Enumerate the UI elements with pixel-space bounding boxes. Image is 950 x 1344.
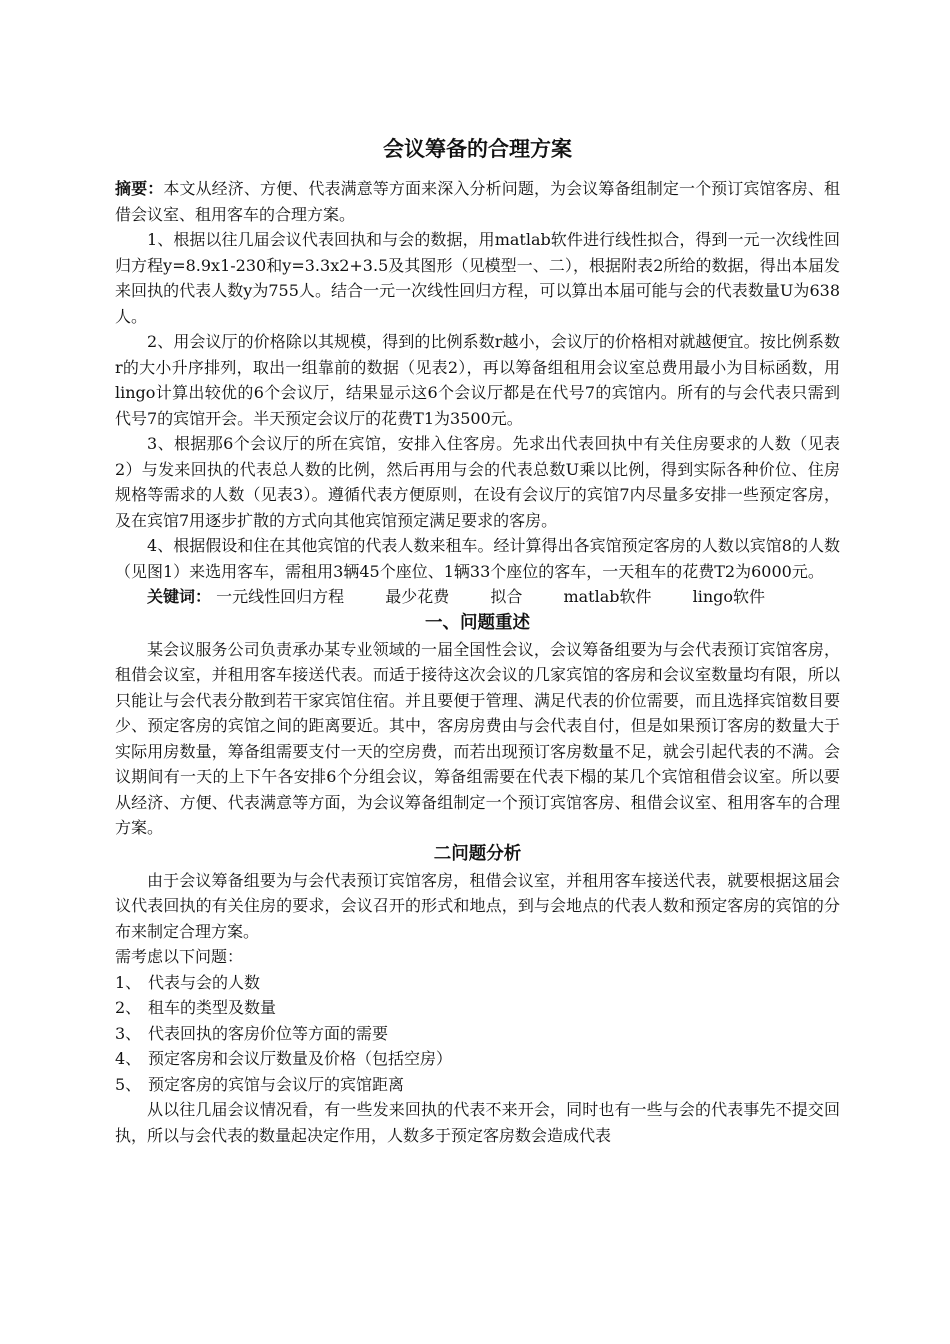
list-item-number: 2、 xyxy=(115,998,142,1017)
keyword-item: 一元线性回归方程 xyxy=(216,587,345,606)
list-item-text: 代表回执的客房价位等方面的需要 xyxy=(148,1023,389,1043)
section-heading-2: 二问题分析 xyxy=(433,843,522,864)
keyword-item: lingo软件 xyxy=(692,587,765,606)
list-intro: 需考虑以下问题： xyxy=(115,947,244,966)
section1-paragraph: 某会议服务公司负责承办某专业领域的一届全国性会议，会议筹备组要为与会代表预订宾馆客房，租借会议室，并租用客车接送代表。而适于接待这次会议的几家宾馆的客房和会议室数量均有限，所以只能让与会代表分散到若干家宾馆住宿。并且要便于管理、满足代表的价位需要，而且选择宾馆数目要少、预定客房的宾馆之间的距离要近。其中，客房房费由与会代表自付，但是如果预订客房的数量大于实际用房数量，筹备组需要支付一天的空房费，而若出现预订客房数量不足，就会引起代表的不满。会议期间有一天的上下午各安排6个分组会议，筹备组需要在代表下榻的某几个宾馆租借会议室。所以要从经济、方便、代表满意等方面，为会议筹备组制定一个预订宾馆客房、租借会议室、租用客车的合理方案。 xyxy=(115,639,840,837)
list-item-text: 代表与会的人数 xyxy=(148,972,261,992)
list-item xyxy=(115,995,840,1021)
abstract-paragraph-2: 2、用会议厅的价格除以其规模，得到的比例系数r越小，会议厅的价格相对就越便宜。按比例系数r的大小升序排列，取出一组靠前的数据（见表2），再以筹备组租用会议室总费用最小为目标函数，用lingo计算出较优的6个会议厅，结果显示这6个会议厅都是在代号7的宾馆内。所有的与会代表只需到代号7的宾馆开会。半天预定会议厅的花费T1为3500元。 xyxy=(115,332,840,428)
document-body xyxy=(115,128,840,1148)
keyword-item: 最少花费 xyxy=(385,587,450,606)
abstract-paragraph-4: 4、根据假设和住在其他宾馆的代表人数来租车。经计算得出各宾馆预定客房的人数以宾馆8的人数（见图1）来选用客车，需租用3辆45个座位、1辆33个座位的客车，一天租车的花费T2为6000元。 xyxy=(115,536,840,581)
abstract-paragraph-3: 3、根据那6个会议厅的所在宾馆，安排入住客房。先求出代表回执中有关住房要求的人数（见表2）与发来回执的代表总人数的比例，然后再用与会的代表总数U乘以比例，得到实际各种价位、住房规格等需求的人数（见表3）。遵循代表方便原则，在设有会议厅的宾馆7内尽量多安排一些预定客房，及在宾馆7用逐步扩散的方式向其他宾馆预定满足要求的客房。 xyxy=(115,434,840,530)
list-item-number: 4、 xyxy=(115,1049,142,1068)
list-item-number: 5、 xyxy=(115,1074,142,1094)
list-item xyxy=(115,1021,840,1047)
abstract-paragraph-1: 1、根据以往几届会议代表回执和与会的数据，用matlab软件进行线性拟合，得到一元一次线性回归方程y=8.9x1-230和y=3.3x2+3.5及其图形（见模型一、二），根据附表2所给的数据，得出本届发来回执的代表人数y为755人。结合一元一次线性回归方程，可以算出本届可能与会的代表数量U为638人。 xyxy=(115,230,840,326)
list-item-text: 预定客房和会议厅数量及价格（包括空房） xyxy=(148,1049,453,1068)
list-item xyxy=(115,1046,840,1072)
list-item-text: 预定客房的宾馆与会议厅的宾馆距离 xyxy=(148,1074,405,1094)
keywords-line xyxy=(115,584,840,610)
keywords-label: 关键词： xyxy=(147,587,212,606)
abstract-label: 摘要： xyxy=(115,179,164,198)
section2-paragraph-2: 从以往几届会议情况看，有一些发来回执的代表不来开会，同时也有一些与会的代表事先不提交回执，所以与会代表的数量起决定作用，人数多于预定客房数会造成代表 xyxy=(115,1100,840,1145)
list-item-number: 3、 xyxy=(115,1023,142,1043)
abstract-intro-text: 本文从经济、方便、代表满意等方面来深入分析问题，为会议筹备组制定一个预订宾馆客房、租借会议室、租用客车的合理方案。 xyxy=(115,179,840,224)
section2-paragraph-1: 由于会议筹备组要为与会代表预订宾馆客房，租借会议室，并租用客车接送代表，就要根据这届会议代表回执的有关住房的要求，会议召开的形式和地点，到与会地点的代表人数和预定客房的宾馆的分布来制定合理方案。 xyxy=(115,870,840,941)
section-heading-1: 一、问题重述 xyxy=(425,612,530,633)
abstract-intro xyxy=(115,176,840,227)
keyword-item: matlab软件 xyxy=(563,587,652,606)
page-title: 会议筹备的合理方案 xyxy=(383,137,572,161)
keyword-item: 拟合 xyxy=(490,587,523,606)
list-item xyxy=(115,970,840,996)
list-item-number: 1、 xyxy=(115,972,142,992)
list-item xyxy=(115,1072,840,1098)
list-item-text: 租车的类型及数量 xyxy=(148,998,277,1017)
